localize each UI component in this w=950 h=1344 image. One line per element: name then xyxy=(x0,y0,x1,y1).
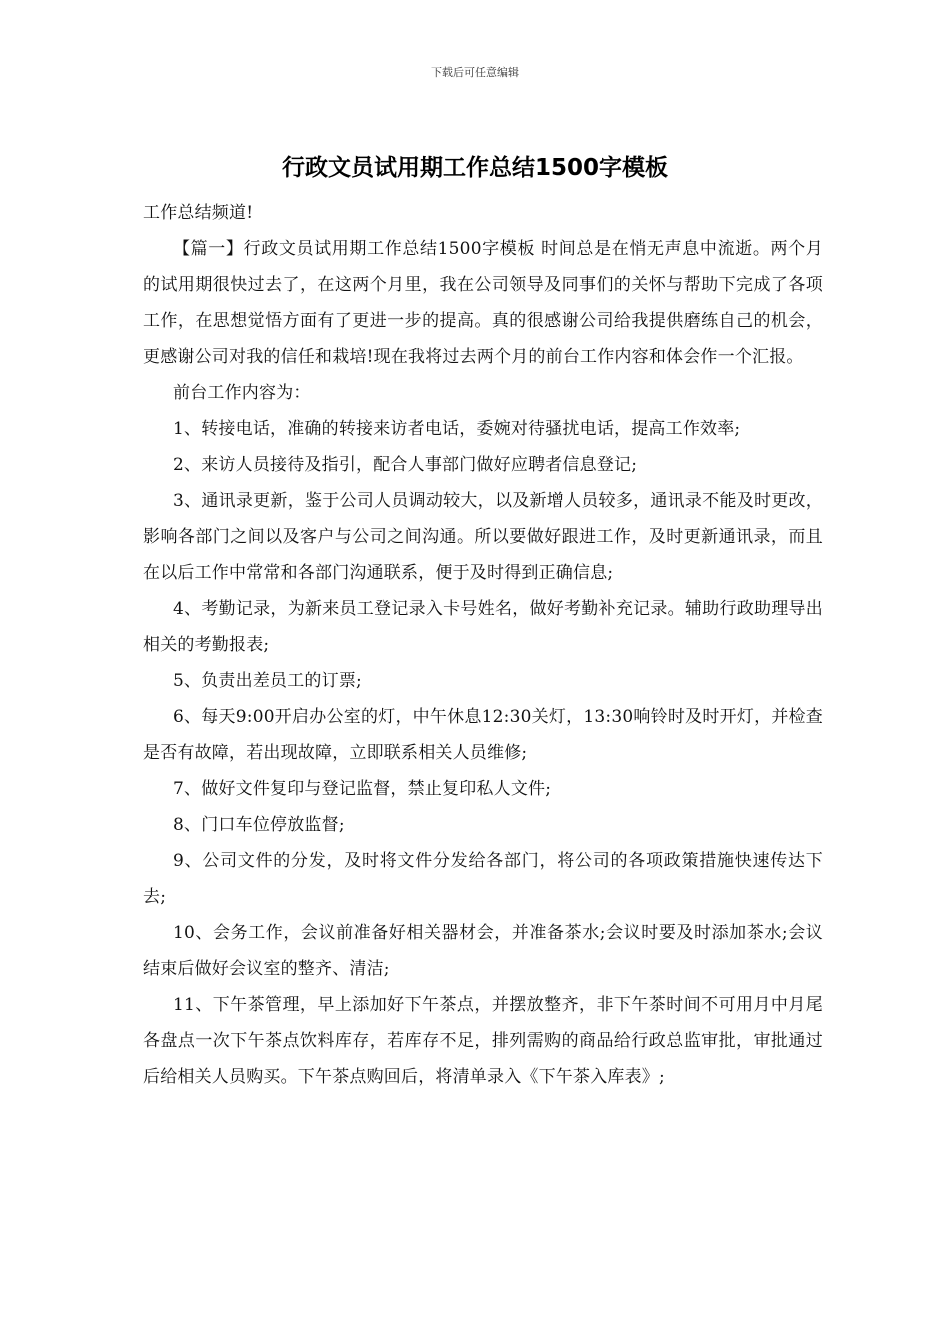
page-header-note: 下载后可任意编辑 xyxy=(431,66,519,79)
list-item-duty-11: 11、下午茶管理，早上添加好下午茶点，并摆放整齐，非下午茶时间不可用月中月尾各盘点一次下午茶点饮料库存，若库存不足，排列需购的商品给行政总监审批，审批通过后给相关人员购买。下午茶点购回后，将清单录入《下午茶入库表》; xyxy=(143,995,823,1087)
list-item-duty-10: 10、会务工作，会议前准备好相关器材会，并准备茶水;会议时要及时添加茶水;会议结束后做好会议室的整齐、清洁; xyxy=(143,923,823,979)
list-item-duty-1: 1、转接电话，准确的转接来访者电话，委婉对待骚扰电话，提高工作效率; xyxy=(173,419,741,439)
document-title: 行政文员试用期工作总结1500字模板 xyxy=(281,155,668,181)
paragraph-chapter-one: 【篇一】行政文员试用期工作总结1500字模板 时间总是在悄无声息中流逝。两个月的试用期很快过去了，在这两个月里，我在公司领导及同事们的关怀与帮助下完成了各项工作，在思想觉悟方面有了更进一步的提高。真的很感谢公司给我提供磨练自己的机会，更感谢公司对我的信任和栽培!现在我将过去两个月的前台工作内容和体会作一个汇报。 xyxy=(143,239,823,367)
list-item-duty-5: 5、负责出差员工的订票; xyxy=(173,671,362,691)
list-item-duty-3: 3、通讯录更新，鉴于公司人员调动较大，以及新增人员较多，通讯录不能及时更改，影响各部门之间以及客户与公司之间沟通。所以要做好跟进工作，及时更新通讯录，而且在以后工作中常常和各部门沟通联系，便于及时得到正确信息; xyxy=(143,491,823,583)
document-body xyxy=(143,195,823,1095)
list-item-duty-9: 9、公司文件的分发，及时将文件分发给各部门，将公司的各项政策措施快速传达下去; xyxy=(143,851,823,907)
list-item-duty-7: 7、做好文件复印与登记监督，禁止复印私人文件; xyxy=(173,779,552,799)
list-item-duty-4: 4、考勤记录，为新来员工登记录入卡号姓名，做好考勤补充记录。辅助行政助理导出相关的考勤报表; xyxy=(143,599,823,655)
list-item-duty-2: 2、来访人员接待及指引，配合人事部门做好应聘者信息登记; xyxy=(173,455,638,475)
list-item-duty-8: 8、门口车位停放监督; xyxy=(173,815,345,835)
paragraph-intro: 工作总结频道! xyxy=(143,203,254,223)
paragraph-duties-heading: 前台工作内容为： xyxy=(173,383,311,403)
list-item-duty-6: 6、每天9:00开启办公室的灯，中午休息12:30关灯，13:30响铃时及时开灯，并检查是否有故障，若出现故障，立即联系相关人员维修; xyxy=(143,707,823,763)
